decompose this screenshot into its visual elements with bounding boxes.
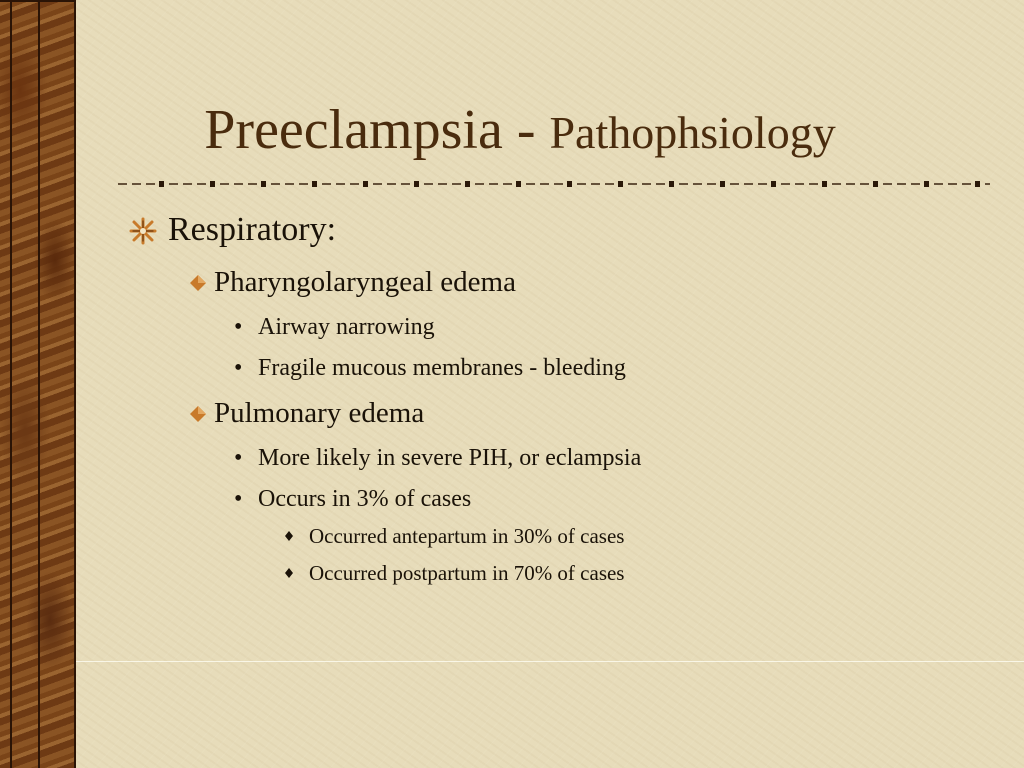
dot-bullet-icon: • (234, 355, 243, 381)
asterisk-bullet-icon (128, 216, 158, 246)
outline-item-occurs: Occurs in 3% of cases (258, 486, 472, 512)
title-divider (118, 176, 990, 192)
dot-bullet-icon: • (234, 445, 243, 471)
outline-item-fragile: Fragile mucous membranes - bleeding (258, 355, 626, 381)
outline-item-pulmonary: Pulmonary edema (214, 397, 425, 429)
outline-item-respiratory: Respiratory: (168, 211, 337, 248)
outline-item-antepartum: Occurred antepartum in 30% of cases (309, 524, 625, 548)
outline-item-pharyngolaryngeal: Pharyngolaryngeal edema (214, 266, 516, 298)
small-diamond-bullet-icon (285, 531, 293, 541)
title-main: Preeclampsia - (204, 99, 550, 161)
footer-rule (76, 661, 1024, 662)
dot-bullet-icon: • (234, 314, 243, 340)
outline-item-postpartum: Occurred postpartum in 70% of cases (309, 561, 625, 585)
diamond-bullet-icon (190, 406, 206, 422)
small-diamond-bullet-icon (285, 568, 293, 578)
outline-item-more-likely: More likely in severe PIH, or eclampsia (258, 445, 642, 471)
slide-title (0, 96, 1024, 167)
outline-item-airway: Airway narrowing (258, 314, 435, 340)
diamond-bullet-icon (190, 275, 206, 291)
dot-bullet-icon: • (234, 486, 243, 512)
title-sub: Pathophsiology (549, 107, 836, 158)
